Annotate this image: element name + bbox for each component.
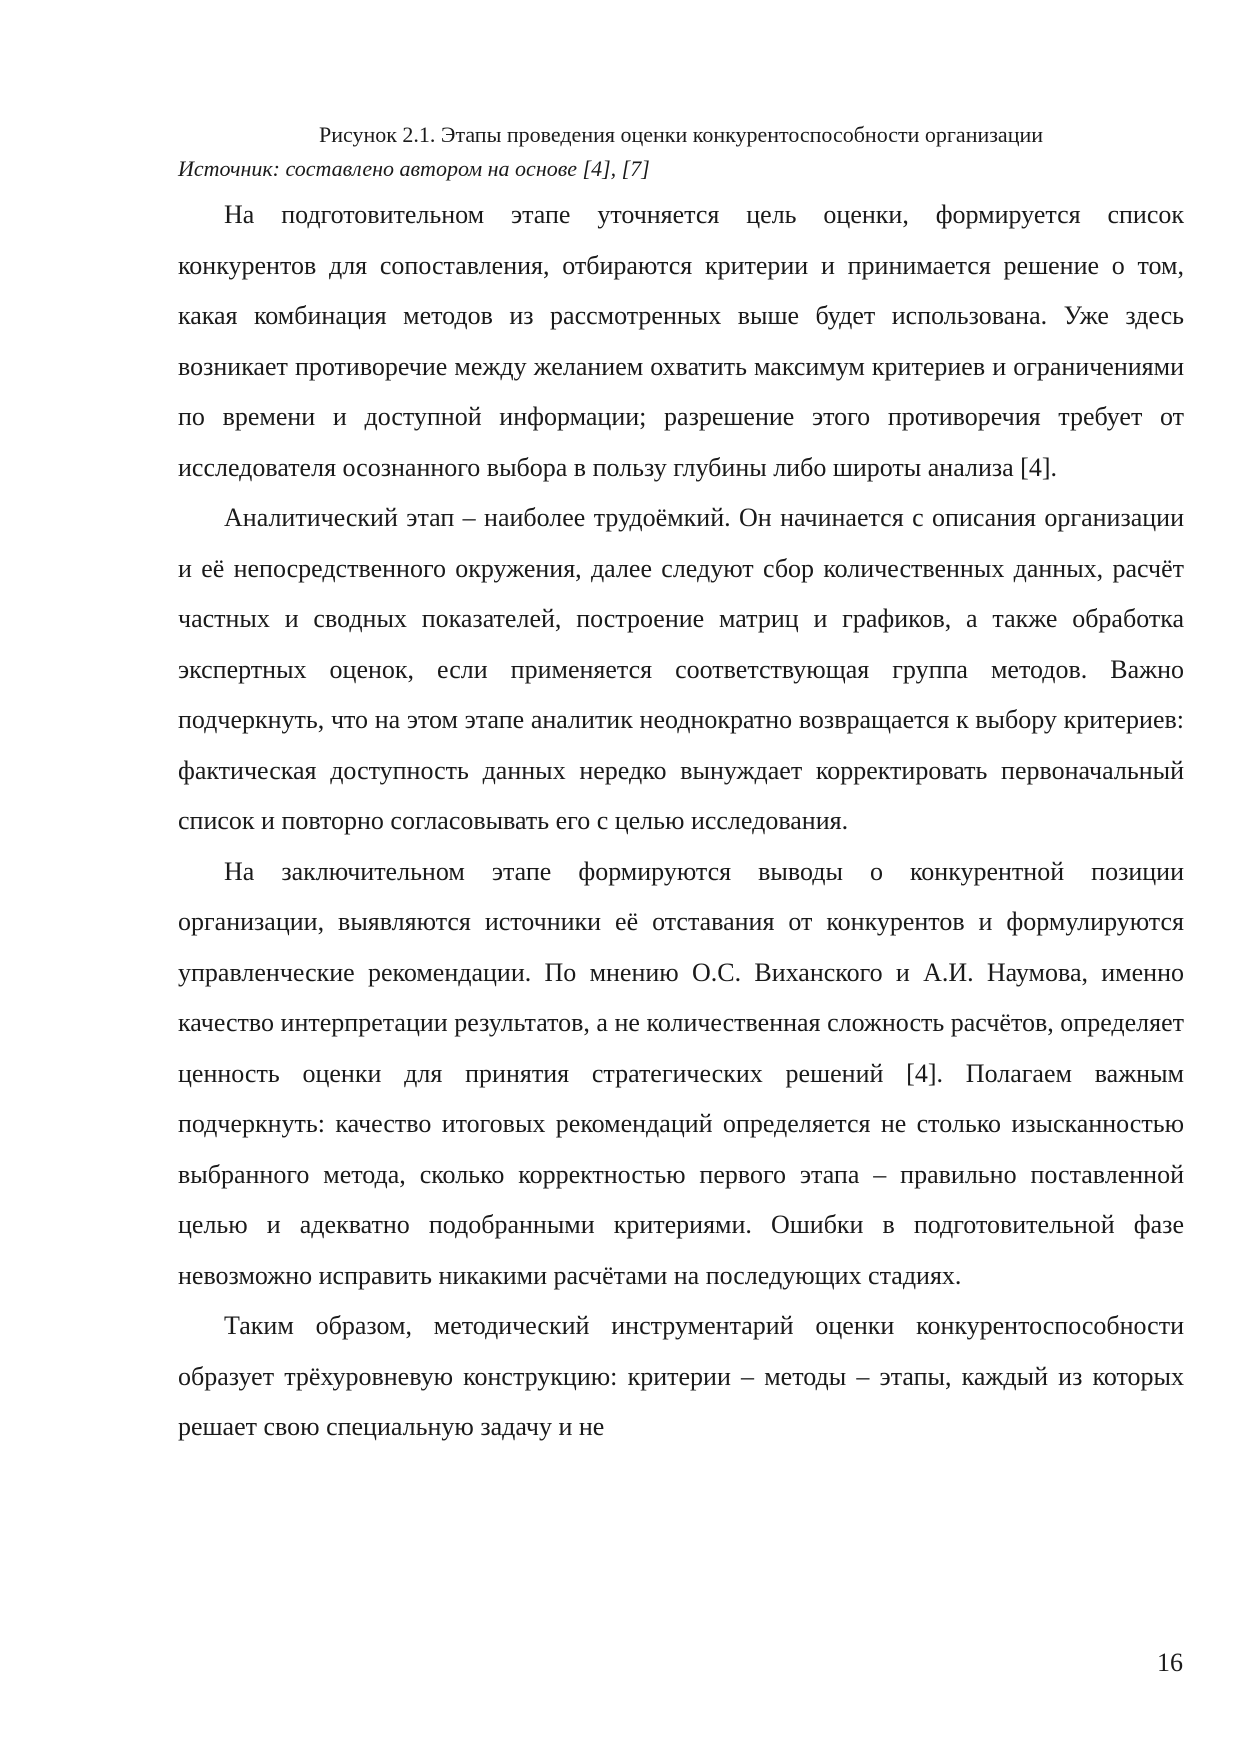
figure-source: Источник: составлено автором на основе [4], [7] [178,156,650,181]
page-number: 16 [1157,1648,1183,1677]
paragraph-preparatory-stage: На подготовительном этапе уточняется цель оценки, формируется список конкурентов для сопоставления, отбираются критерии и принимается решение о том, какая комбинация методов из рассмотренных выше будет использована. Уже здесь возникает противоречие между желанием охватить максимум критериев и ограничениями по времени и доступной информации; разрешение этого противоречия требует от исследователя осознанного выбора в пользу глубины либо широты анализа [4]. [178,200,1184,482]
paragraph-final-stage: На заключительном этапе формируются выводы о конкурентной позиции организации, выявляются источники её отставания от конкурентов и формулируются управленческие рекомендации. По мнению О.С. Виханского и А.И. Наумова, именно качество интерпретации результатов, а не количественная сложность расчётов, определяет ценность оценки для принятия стратегических решений [4]. Полагаем важным подчеркнуть: качество итоговых рекомендаций определяется не столько изысканностью выбранного метода, сколько корректностью первого этапа – правильно поставленной целью и адекватно подобранными критериями. Ошибки в подготовительной фазе невозможно исправить никакими расчётами на последующих стадиях. [178,856,1184,1290]
paragraph-conclusion: Таким образом, методический инструментарий оценки конкурентоспособности образует трёхуровневую конструкцию: критерии – методы – этапы, каждый из которых решает свою специальную задачу и не [178,1311,1184,1441]
figure-caption: Рисунок 2.1. Этапы проведения оценки конкурентоспособности организации [318,122,1044,147]
paragraph-analytical-stage: Аналитический этап – наиболее трудоёмкий. Он начинается с описания организации и её непосредственного окружения, далее следуют сбор количественных данных, расчёт частных и сводных показателей, построение матриц и графиков, а также обработка экспертных оценок, если применяется соответствующая группа методов. Важно подчеркнуть, что на этом этапе аналитик неоднократно возвращается к выбору критериев: фактическая доступность данных нередко вынуждает корректировать первоначальный список и повторно согласовывать его с целью исследования. [178,503,1184,835]
body-text [178,190,1184,1453]
